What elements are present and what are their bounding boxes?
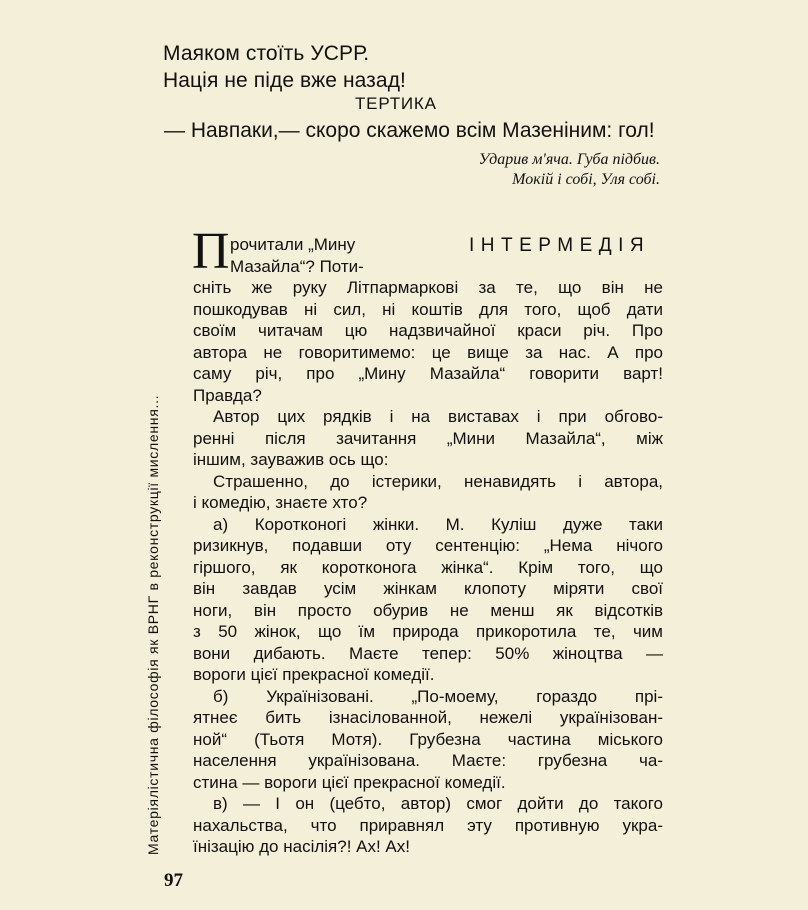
verse-block — [163, 40, 406, 94]
text-line: іншим, зауважив ось що: — [193, 450, 389, 469]
text-line: своїм читачам цю надзвичайної краси річ. Про — [193, 321, 663, 340]
text-line: населення українізована. Маєте: грубезна ча- — [193, 751, 663, 770]
speech-line: — Навпаки,— скоро скажемо всім Мазеніним: гол! — [164, 119, 655, 142]
text-line: в) — І он (цебто, автор) смог дойти до такого — [213, 794, 663, 813]
text-line: ризикнув, подавши оту сентенцію: „Нема нічого — [193, 536, 663, 555]
verse-line: Маяком стоїть УСРР. — [163, 42, 370, 65]
text-line: а) Коротконогі жінки. М. Куліш дуже таки — [213, 514, 663, 534]
stage-direction-line: Ударив м'яча. Губа підбив. — [478, 151, 660, 168]
text-line: вони дибають. Маєте тепер: 50% жіноцтва — — [193, 643, 663, 663]
text-line: саму річ, про „Мину Мазайла“ говорити варт! — [193, 364, 663, 383]
verse-line: Нація не піде вже назад! — [163, 69, 406, 92]
text-line: нахальства, что приравнял эту противную укра- — [193, 815, 663, 835]
text-line: він завдав усім жінкам клопоту міряти свої — [193, 579, 663, 598]
text-line: Правда? — [193, 385, 262, 405]
text-line: сніть же руку Літпармаркові за те, що він не — [193, 278, 663, 297]
text-line: Мазайла“? Поти- — [230, 256, 364, 276]
speaker-name: ТЕРТИКА — [355, 94, 437, 113]
text-line: пошкодував ні сил, ні коштів для того, щоб дати — [193, 299, 663, 319]
body-text — [193, 234, 663, 858]
text-line: ноги, він просто обурив не менш як відсотків — [193, 600, 663, 620]
side-running-title: Матеріялістична філософія як ВРНГ в реконструкції мислення... — [145, 394, 161, 855]
text-line: автора не говоритимемо: це вище за нас. А про — [193, 342, 663, 362]
drop-cap: П — [192, 223, 230, 280]
text-line: Страшенно, до істерики, ненавидять і автора, — [213, 471, 663, 491]
text-line: і комедію, знаєте хто? — [193, 493, 368, 512]
text-line: ренні після зачитання „Мини Мазайла“, між — [193, 428, 663, 448]
text-line: гіршого, як коротконога жінка“. Крім того, що — [193, 557, 663, 577]
page-number: 97 — [164, 870, 183, 891]
text-line: Автор цих рядків і на виставах і при обгово- — [213, 407, 663, 426]
text-line: б) Українізовані. „По-моему, гораздо прі- — [213, 686, 663, 706]
stage-direction — [398, 150, 660, 190]
text-line: з 50 жінок, що їм природа прикоротила те, чим — [193, 622, 663, 641]
section-heading: ІНТЕРМЕДІЯ — [469, 235, 651, 256]
text-line: стина — вороги цієї прекрасної комедії. — [193, 772, 506, 792]
text-line: рочитали „Мину — [230, 235, 356, 254]
text-line: їнізацію до насілія?! Ах! Ах! — [193, 837, 410, 856]
text-line: вороги цієї прекрасної комедії. — [193, 665, 435, 684]
stage-direction-line: Мокій і собі, Уля собі. — [512, 171, 660, 188]
text-line: ятнеє бить ізнасілованной, нежелі українізован- — [193, 708, 663, 727]
text-line: ной“ (Тьотя Мотя). Грубезна частина міського — [193, 729, 663, 749]
